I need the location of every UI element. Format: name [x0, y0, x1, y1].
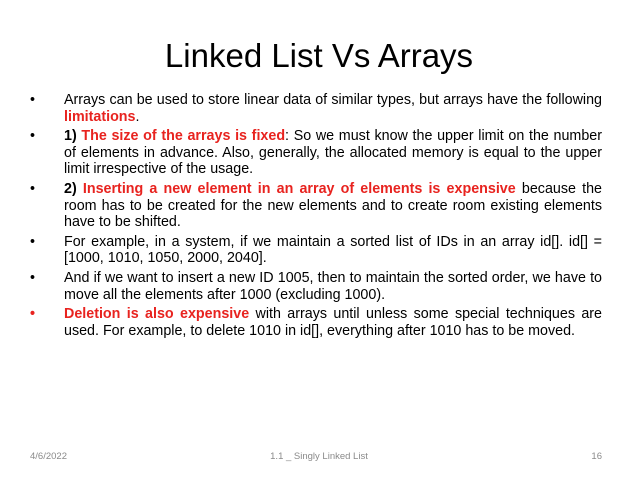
bullet-highlight: limitations: [64, 108, 136, 125]
bullet-highlight: The size of the arrays is fixed: [81, 128, 286, 145]
bullet-marker: •: [30, 306, 36, 323]
bullet-number: 2): [64, 180, 83, 197]
bullet-text: : So we must know the upper limit on the number of elements in advance. Also, generally, the allocated memory is equal to the upper limit irrespective of the usage.: [64, 128, 602, 178]
bullet-item: [30, 92, 602, 125]
footer-date: 4/6/2022: [30, 451, 67, 462]
bullet-text: because the room has to be created for the new elements and to create room existing elements have to be shifted.: [64, 180, 602, 231]
bullet-number: 1): [64, 128, 82, 145]
bullet-marker: •: [30, 128, 36, 145]
bullet-highlight: Inserting a new element in an array of elements is expensive: [82, 180, 516, 197]
bullet-item: [30, 181, 602, 231]
bullet-item: [30, 234, 602, 267]
bullet-text: with arrays until unless some special techniques are used. For example, to delete 1010 in id[], everything after 1010 has to be moved.: [64, 306, 602, 339]
footer-title: 1.1 _ Singly Linked List: [270, 451, 368, 462]
bullet-item: [30, 128, 602, 178]
bullet-marker: •: [30, 233, 36, 250]
bullet-item: [30, 306, 602, 339]
bullet-marker: •: [30, 92, 36, 108]
bullet-text: For example, in a system, if we maintain a sorted list of IDs in an array id[]. id[] = [1000, 1010, 1050, 2000, 2040].: [64, 233, 602, 267]
bullet-text: And if we want to insert a new ID 1005, then to maintain the sorted order, we have to move all the elements after 1000 (excluding 1000).: [64, 269, 602, 303]
bullet-marker: •: [30, 180, 36, 197]
bullet-text: Arrays can be used to store linear data of similar types, but arrays have the following: [64, 92, 602, 108]
bullet-list: [30, 92, 602, 342]
footer-page-number: 16: [591, 451, 602, 462]
bullet-text: .: [135, 108, 140, 125]
bullet-highlight: Deletion is also expensive: [64, 306, 250, 323]
bullet-marker: •: [30, 269, 36, 286]
bullet-item: [30, 270, 602, 303]
slide-title: Linked List Vs Arrays: [164, 37, 474, 74]
